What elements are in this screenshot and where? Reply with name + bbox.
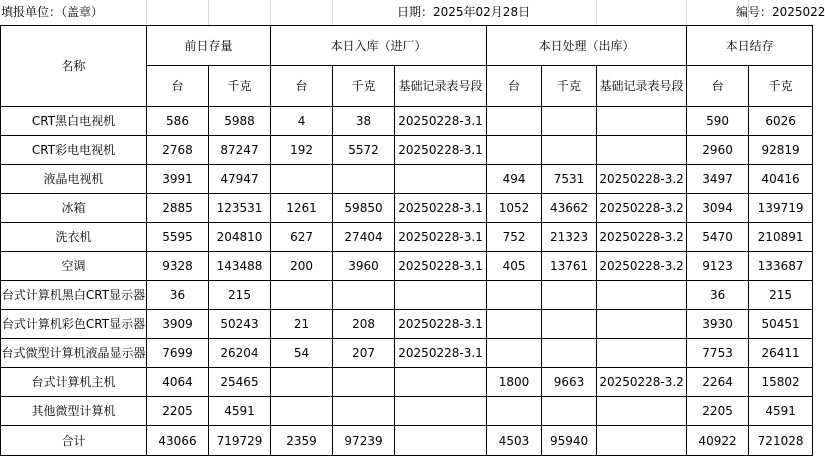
cell-out-kg: 21323 [542,223,597,252]
cell-out-units [487,107,542,136]
cell-in-record [395,281,487,310]
cell-in-record [395,397,487,426]
cell-close-kg: 92819 [749,136,813,165]
table-row [1,368,813,397]
cell-in-record [395,165,487,194]
cell-in-units: 54 [271,339,333,368]
sub-header-units: 台 [147,66,209,107]
cell-out-units: 752 [487,223,542,252]
cell-close-units: 2960 [687,136,749,165]
cell-prev-kg: 204810 [209,223,271,252]
cell-out-record [597,397,687,426]
cell-name: 台式计算机彩色CRT显示器 [1,310,147,339]
cell-in-record [395,368,487,397]
cell-prev-units: 3991 [147,165,209,194]
cell-out-units: 405 [487,252,542,281]
cell-out-units [487,281,542,310]
cell-out-kg [542,397,597,426]
cell-close-units: 3930 [687,310,749,339]
cell-close-kg: 50451 [749,310,813,339]
cell-in-kg [333,165,395,194]
cell-in-units: 200 [271,252,333,281]
cell-out-record: 20250228-3.2 [597,194,687,223]
cell-close-kg: 210891 [749,223,813,252]
cell-close-units: 3094 [687,194,749,223]
code-label: 编号：2025022 [736,5,825,19]
table-row [1,252,813,281]
cell-out-units [487,310,542,339]
cell-prev-kg: 143488 [209,252,271,281]
cell-in-units: 627 [271,223,333,252]
cell-out-kg [542,310,597,339]
cell-close-units: 590 [687,107,749,136]
cell-prev-kg: 123531 [209,194,271,223]
cell-prev-units: 43066 [147,426,209,456]
cell-in-kg: 3960 [333,252,395,281]
table-row [1,194,813,223]
cell-close-units: 7753 [687,339,749,368]
inventory-table [0,25,813,456]
cell-close-units: 2264 [687,368,749,397]
cell-in-units: 2359 [271,426,333,456]
col-processed-header: 本日处理（出库） [487,26,687,66]
cell-name: 台式计算机黑白CRT显示器 [1,281,147,310]
cell-prev-units: 3909 [147,310,209,339]
cell-in-record: 20250228-3.1 [395,310,487,339]
cell-in-kg: 97239 [333,426,395,456]
cell-prev-units: 2885 [147,194,209,223]
cell-out-record: 20250228-3.2 [597,165,687,194]
cell-in-kg: 38 [333,107,395,136]
cell-out-kg: 43662 [542,194,597,223]
sub-header-kg: 千克 [542,66,597,107]
cell-in-kg: 27404 [333,223,395,252]
cell-out-record [597,339,687,368]
cell-in-units: 192 [271,136,333,165]
cell-in-units: 1261 [271,194,333,223]
cell-in-units: 4 [271,107,333,136]
table-row [1,397,813,426]
cell-prev-kg: 719729 [209,426,271,456]
table-row [1,281,813,310]
cell-out-kg [542,281,597,310]
col-inbound-header: 本日入库（进厂） [271,26,487,66]
cell-close-kg: 215 [749,281,813,310]
cell-prev-units: 36 [147,281,209,310]
cell-out-record [597,281,687,310]
sub-header-record-no: 基础记录表号段 [597,66,687,107]
cell-in-kg: 207 [333,339,395,368]
cell-out-units [487,136,542,165]
cell-prev-kg: 25465 [209,368,271,397]
cell-close-kg: 139719 [749,194,813,223]
cell-close-units: 5470 [687,223,749,252]
sub-header-units: 台 [687,66,749,107]
cell-in-record: 20250228-3.1 [395,194,487,223]
cell-out-kg: 7531 [542,165,597,194]
cell-prev-kg: 50243 [209,310,271,339]
table-row [1,426,813,456]
cell-close-units: 3497 [687,165,749,194]
cell-close-kg: 40416 [749,165,813,194]
cell-prev-units: 9328 [147,252,209,281]
col-name-header: 名称 [1,26,147,107]
cell-close-units: 40922 [687,426,749,456]
cell-prev-kg: 4591 [209,397,271,426]
cell-name: 液晶电视机 [1,165,147,194]
unit-label: 填报单位：（盖章） [1,5,104,19]
cell-in-kg: 59850 [333,194,395,223]
cell-in-kg [333,281,395,310]
cell-in-kg: 5572 [333,136,395,165]
cell-out-kg [542,339,597,368]
cell-prev-units: 7699 [147,339,209,368]
cell-name: CRT黑白电视机 [1,107,147,136]
cell-out-units: 1052 [487,194,542,223]
cell-close-kg: 6026 [749,107,813,136]
cell-name: 空调 [1,252,147,281]
cell-in-record: 20250228-3.1 [395,339,487,368]
gridline [146,0,147,25]
sub-header-units: 台 [271,66,333,107]
cell-name: 洗衣机 [1,223,147,252]
cell-in-units [271,368,333,397]
gridline [208,0,209,25]
cell-out-kg: 13761 [542,252,597,281]
cell-in-record: 20250228-3.1 [395,107,487,136]
cell-in-record: 20250228-3.1 [395,223,487,252]
cell-in-record: 20250228-3.1 [395,252,487,281]
cell-out-record [597,310,687,339]
cell-out-record [597,426,687,456]
cell-out-record: 20250228-3.2 [597,252,687,281]
sub-header-record-no: 基础记录表号段 [395,66,487,107]
cell-out-record [597,107,687,136]
cell-in-units [271,281,333,310]
cell-name: 其他微型计算机 [1,397,147,426]
cell-prev-units: 4064 [147,368,209,397]
table-row [1,165,813,194]
cell-prev-units: 586 [147,107,209,136]
cell-name: 台式微型计算机液晶显示器 [1,339,147,368]
gridline [596,0,597,25]
cell-close-kg: 721028 [749,426,813,456]
cell-in-record [395,426,487,456]
cell-close-kg: 133687 [749,252,813,281]
cell-close-kg: 4591 [749,397,813,426]
sub-header-kg: 千克 [209,66,271,107]
table-row [1,339,813,368]
cell-out-units [487,397,542,426]
cell-prev-kg: 5988 [209,107,271,136]
cell-out-units: 494 [487,165,542,194]
cell-out-record [597,136,687,165]
cell-in-units [271,397,333,426]
cell-prev-kg: 26204 [209,339,271,368]
table-row [1,223,813,252]
sub-header-kg: 千克 [333,66,395,107]
table-row [1,310,813,339]
cell-prev-kg: 215 [209,281,271,310]
table-row [1,136,813,165]
col-prev-stock-header: 前日存量 [147,26,271,66]
cell-close-units: 2205 [687,397,749,426]
cell-out-record: 20250228-3.2 [597,368,687,397]
cell-out-kg: 95940 [542,426,597,456]
header-row-1 [1,26,813,66]
cell-prev-kg: 87247 [209,136,271,165]
date-label: 日期：2025年02月28日 [397,5,531,19]
cell-prev-units: 5595 [147,223,209,252]
cell-out-units: 1800 [487,368,542,397]
cell-in-kg: 208 [333,310,395,339]
cell-prev-kg: 47947 [209,165,271,194]
cell-out-units: 4503 [487,426,542,456]
cell-prev-units: 2768 [147,136,209,165]
cell-name: 合计 [1,426,147,456]
cell-out-kg [542,107,597,136]
gridline [270,0,271,25]
cell-close-units: 9123 [687,252,749,281]
cell-close-kg: 26411 [749,339,813,368]
sub-header-kg: 千克 [749,66,813,107]
cell-in-kg [333,368,395,397]
table-row [1,107,813,136]
sub-header-units: 台 [487,66,542,107]
cell-in-kg [333,397,395,426]
cell-in-record: 20250228-3.1 [395,136,487,165]
col-closing-header: 本日结存 [687,26,813,66]
cell-name: 冰箱 [1,194,147,223]
cell-in-units: 21 [271,310,333,339]
cell-in-units [271,165,333,194]
gridline [686,0,687,25]
gridline [332,0,333,25]
cell-out-record: 20250228-3.2 [597,223,687,252]
cell-out-kg [542,136,597,165]
cell-out-kg: 9663 [542,368,597,397]
cell-name: CRT彩电电视机 [1,136,147,165]
cell-prev-units: 2205 [147,397,209,426]
cell-close-units: 36 [687,281,749,310]
cell-out-units [487,339,542,368]
cell-close-kg: 15802 [749,368,813,397]
header-row [0,0,825,25]
cell-name: 台式计算机主机 [1,368,147,397]
